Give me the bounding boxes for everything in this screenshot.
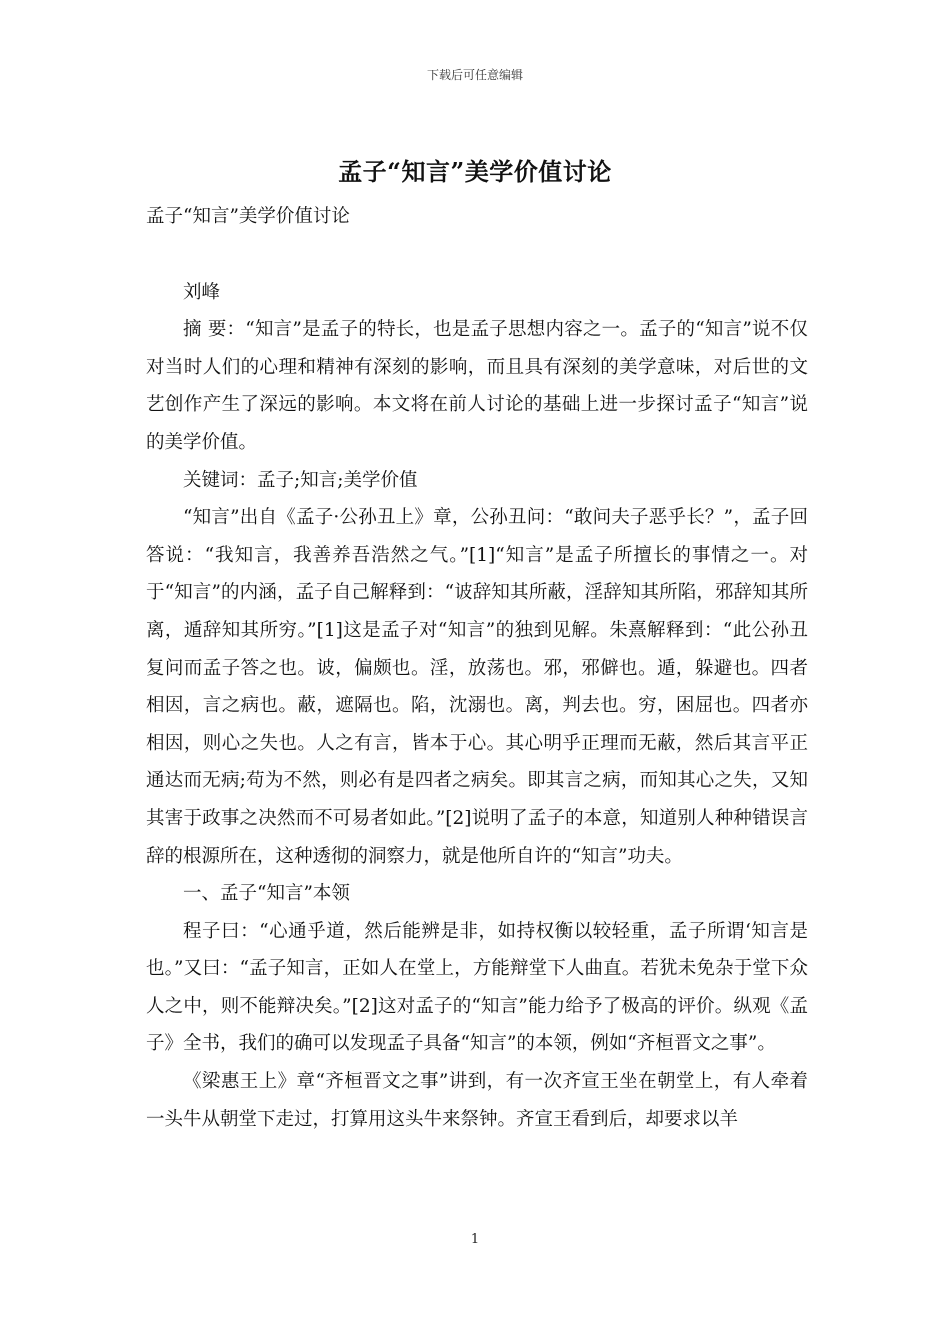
- author-name: 刘峰: [183, 281, 221, 303]
- section-heading: 一、孟子“知言”本领: [183, 883, 350, 905]
- document-body: [146, 198, 808, 1138]
- document-subtitle: 孟子“知言”美学价值讨论: [146, 206, 350, 227]
- keywords-line: 关键词：孟子;知言;美学价值: [183, 469, 418, 491]
- page-number: 1: [470, 1232, 480, 1247]
- page-header-note: 下载后可任意编辑: [426, 68, 523, 82]
- blank-line: [146, 236, 808, 274]
- body-paragraph: 《梁惠王上》章“齐桓晋文之事”讲到，有一次齐宣王坐在朝堂上，有人牵着一头牛从朝堂下走过，打算用这头牛来祭钟。齐宣王看到后，却要求以羊: [146, 1071, 808, 1130]
- abstract-paragraph: 摘 要：“知言”是孟子的特长，也是孟子思想内容之一。孟子的“知言”说不仅对当时人们的心理和精神有深刻的影响，而且具有深刻的美学意味，对后世的文艺创作产生了深远的影响。本文将在前人讨论的基础上进一步探讨孟子“知言”说的美学价值。: [146, 319, 808, 453]
- body-paragraph: 程子曰：“心通乎道，然后能辨是非，如持权衡以较轻重，孟子所谓‘知言是也。”又曰：“孟子知言，正如人在堂上，方能辩堂下人曲直。若犹未免杂于堂下众人之中，则不能辩决矣。”[2]这对孟子的“知言”能力给予了极高的评价。纵观《孟子》全书，我们的确可以发现孟子具备“知言”的本领，例如“齐桓晋文之事”。: [146, 920, 808, 1055]
- document-title: 孟子“知言”美学价值讨论: [338, 157, 612, 186]
- body-paragraph: “知言”出自《孟子·公孙丑上》章，公孙丑问：“敢问夫子恶乎长？”，孟子回答说：“我知言，我善养吾浩然之气。”[1]“知言”是孟子所擅长的事情之一。对于“知言”的内涵，孟子自己解释到：“诐辞知其所蔽，淫辞知其所陷，邪辞知其所离，遁辞知其所穷。”[1]这是孟子对“知言”的独到见解。朱熹解释到：“此公孙丑复问而孟子答之也。诐，偏颇也。淫，放荡也。邪，邪僻也。遁，躲避也。四者相因，言之病也。蔽，遮隔也。陷，沈溺也。离，判去也。穷，困屈也。四者亦相因，则心之失也。人之有言，皆本于心。其心明乎正理而无蔽，然后其言平正通达而无病;苟为不然，则必有是四者之病矣。即其言之病，而知其心之失，又知其害于政事之决然而不可易者如此。”[2]说明了孟子的本意，知道别人种种错误言辞的根源所在，这种透彻的洞察力，就是他所自许的“知言”功夫。: [146, 507, 808, 867]
